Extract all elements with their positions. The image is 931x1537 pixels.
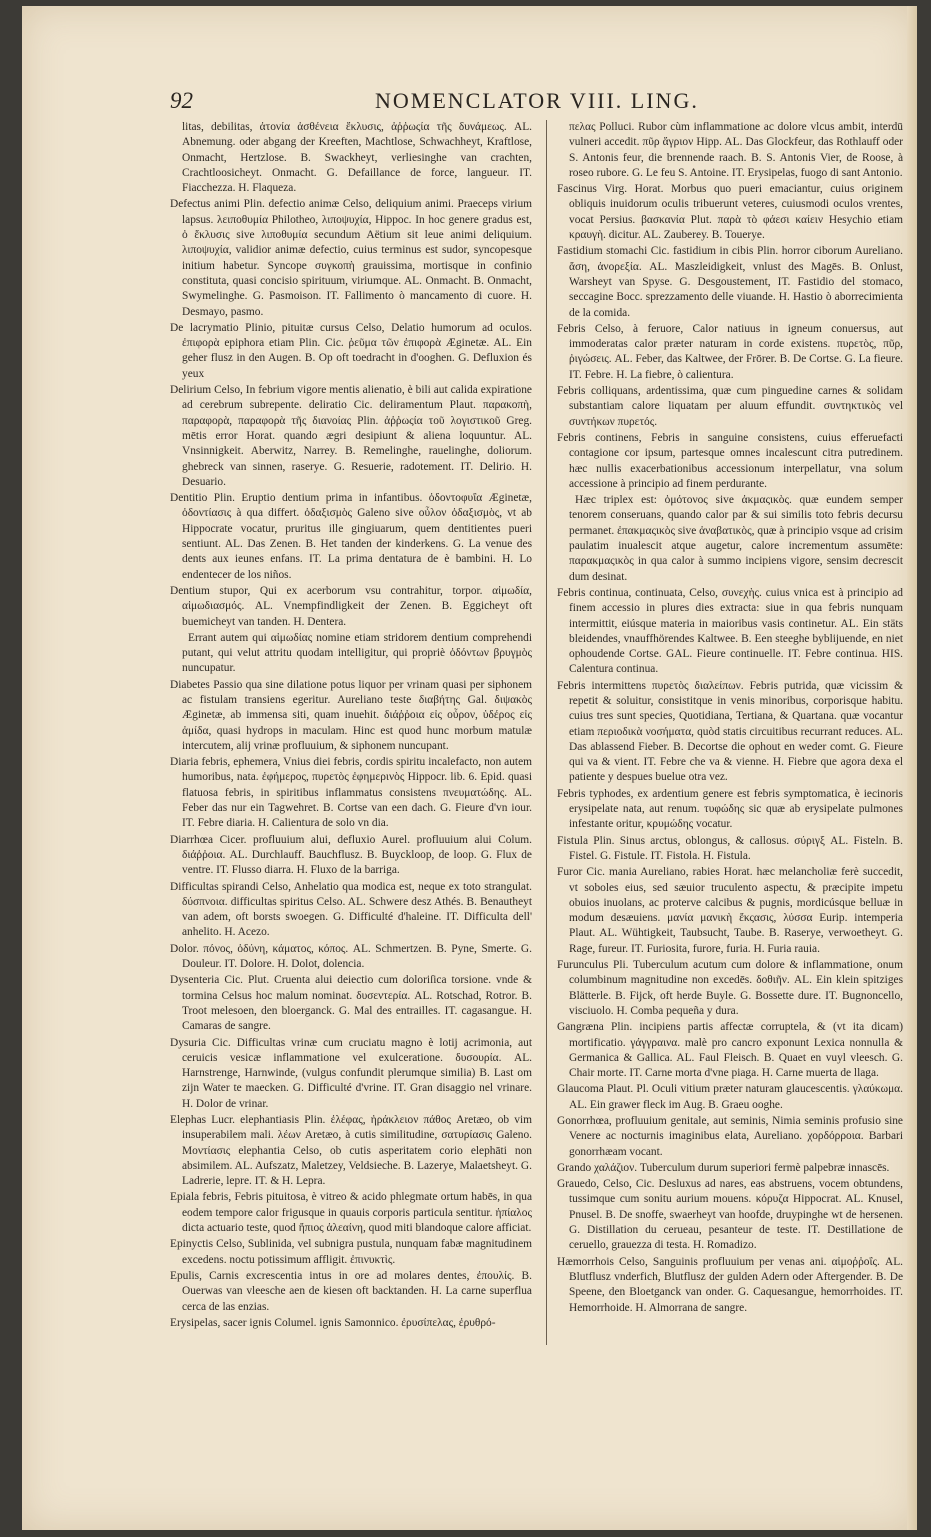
dictionary-entry: Furor Cic. mania Aureliano, rabies Horat. hæc melancholiæ ferè succedit, vt soboles eius, sed sæuior truculento aspectu, & præcipite impetu obuios inuolans, ac proterve calcibus & pugnis, mordicúsque belluæ in modum desæuiens. μανία μανικὴ ἔκςασις, λύσσα Eurip. intemperia Plaut. AL. Wühtigkeit, Taubsucht, Taube. B. Raserye, verwoetheyt. G. Rage, fureur. IT. Furiosita, furore, furia. H. Furia rauia. <box>557 866 903 955</box>
dictionary-entry: De lacrymatio Plinio, pituitæ cursus Celso, Delatio humorum ad oculos. ἐπιφορὰ epiphora etiam Plin. Cic. ῥεῦμα τῶν ἐπιφορὰ Æginetæ. AL. Ein geher flusz in den Augen. B. Op oft toedracht in d'ooghen. G. Defluxion és yeux <box>170 321 532 380</box>
running-title: NOMENCLATOR VIII. LING. <box>375 88 699 113</box>
dictionary-entry: Dolor. πόνος, ὀδύνη, κάματος, κόπος. AL. Schmertzen. B. Pyne, Smerte. G. Douleur. IT. Dolore. H. Dolot, dolencia. <box>170 942 532 971</box>
left-column <box>170 120 532 1340</box>
dictionary-entry: Elephas Lucr. elephantiasis Plin. ἐλέφας, ἡράκλειον πάθος Aretæo, ob vim insuperabilem mali. λέων Aretæo, à cutis similitudine, σατυρίασις Galeno. Μοντίασις elephantia Celso, ob cutis asperitatem corio elephāti non absimilem. AL. Aufszatz, Maletzey, Veldsieche. B. Lazerye, Malaetsheyt. G. Ladrerie, lepre. IT. & H. Lepra. <box>170 1114 532 1188</box>
dictionary-entry: Difficultas spirandi Celso, Anhelatio qua modica est, neque ex toto strangulat. δύσπνοια. difficultas spiritus Celso. AL. Schwere desz Athés. B. Benautheyt van adem, oft borsts swoegen. G. Difficulté d'haleine. IT. Difficulta dell' anhelito. H. Acezo. <box>170 880 532 939</box>
dictionary-entry: πελας Polluci. Rubor cùm inflammatione ac dolore vlcus ambit, interdū vulneri accedit. πῦρ ἄγριον Hipp. AL. Das Glockfeur, das Rothlauff oder S. Antonis feur, die brennende raach. B. S. Antonis Vier, de Roose, à roseo rubore. G. Le feu S. Antoine. IT. Erysipelas, fuogo di sant Antonio. <box>569 121 903 179</box>
dictionary-entry: Errant autem qui αἱμωδίας nomine etiam stridorem dentium comprehendi putant, qui velut attritu quodam intelligitur, qui propriè ὀδόντων βρυγμὸς nuncupatur. <box>182 631 532 675</box>
column-divider <box>546 120 547 1345</box>
dictionary-entry: Febris continua, continuata, Celso, συνεχὴς. cuius vnica est à principio ad finem accessio in plures dies extracta: siue in qua febris nunquam intermittit, eiúsque materia in maioribus vasis continetur. AL. Ein stäts bleidendes, vnauffhörendes Kaltwee. B. Een steeghe byblijuende, en niet ophoudende Cortse. GAL. Fieure continuelle. IT. Febre continua. HIS. Calentura continua. <box>557 586 903 676</box>
dictionary-entry: Febris Celso, à feruore, Calor natiuus in igneum conuersus, aut immoderatas calor præter naturam in corde existens. πυρετὸς, πῦρ, ῥιγώσεις. AL. Feber, das Kaltwee, der Frōrer. B. De Cortse. G. La fieure. IT. Febre. H. La fiebre, ò calientura. <box>557 322 903 381</box>
dictionary-entry: Febris typhodes, ex ardentium genere est febris symptomatica, è iecinoris erysipelate nata, aut renum. τυφώδης sic quæ ab erysipelate pulmones infestante oritur, κρυμώδης vocatur. <box>557 787 903 831</box>
dictionary-entry: Diarrhœa Cicer. profluuium alui, defluxio Aurel. profluuium alui Colum. διάῤῥοια. AL. Durchlauff. Bauchflusz. B. Buyckloop, de loop. G. Flux de ventre. IT. Flusso diarra. H. Fluxo de la barriga. <box>170 833 532 877</box>
right-column <box>557 120 903 1360</box>
dictionary-entry: Epulis, Carnis excrescentia intus in ore ad molares dentes, ἐπουλίς. B. Ouerwas van vleesche aen de kiesen oft backtanden. H. La carne superflua cerca de las enzias. <box>170 1269 532 1313</box>
page-header <box>170 88 730 118</box>
dictionary-entry: Delirium Celso, In febrium vigore mentis alienatio, è bili aut calida expiratione ad cerebrum subrepente. deliratio Cic. deliramentum Plaut. παρακοπὴ, παραφορὰ, παραφορὰ τῆς διανοίας Plin. ἀῤῥωςία τοῦ λογιστικοῦ Greg. mētis error Horat. quando ægri desipiunt & aliena loquuntur. AL. Vnsinnigkeit. Aberwitz, Narrey. B. Remelinghe, rauelinghe, doliorum. ghebreck van sinnen, raserye. G. Resuerie, radotement. IT. Delirio. H. Desuario. <box>170 384 532 488</box>
page-number: 92 <box>170 88 193 113</box>
dictionary-entry: Grauedo, Celso, Cic. Desluxus ad nares, eas abstruens, vocem obtundens, tussimque cum sonitu aurium mouens. κόρυζα Hippocrat. AL. Knusel, Pnusel. B. De snoffe, swaerheyt van hoofde, druypinghe wt de hersenen. G. Distillation du cerueau, pesanteur de teste. IT. Destillatione de ceruello, grauezza di testa. H. Romadizo. <box>557 1178 903 1252</box>
dictionary-entry: litas, debilitas, ἀτονία ἀσθένεια ἔκλυσις, ἀῤῥωςία τῆς δυνάμεως. AL. Abnemung. oder abgang der Kreeften, Machtlose, Schwachheyt, Kraftlose, Onmacht, Hertzlose. B. Swackheyt, verliesinghe van crachten, Crachtloosicheyt. Onmacht. G. Defaillance de force, langueur. IT. Fiacchezza. H. Flaqueza. <box>182 121 532 195</box>
dictionary-entry: Fascinus Virg. Horat. Morbus quo pueri emaciantur, cuius originem obliquis inuidorum oculis tribuerunt veteres, cuiusmodi oculos vrentes, vocat Persius. βασκανία Plut. παρὰ τὸ φάεσι καίειν Hesychio etiam κραυγὴ. dicitur. AL. Zauberey. B. Touerye. <box>557 183 903 242</box>
dictionary-entry: Diaria febris, ephemera, Vnius diei febris, cordis spiritu incalefacto, non autem humoribus, nata. ἐφήμερος, πυρετὸς ἐφημερινὸς Hippocr. lib. 6. Epid. quasi flatuosa febris, in spiritibus inflammatus consistens πνευματώδης. AL. Feber das nur ein Tagwehret. B. Cortse van een dach. G. Fieure d'vn iour. IT. Febre diaria. H. Calientura de solo vn dia. <box>170 756 532 830</box>
dictionary-entry: Febris intermittens πυρετὸς διαλείπων. Febris putrida, quæ vicissim & repetit & soluitur, consistitque in venis minoribus, corporisque habitu. cuius tres sunt species, Quotidiana, Tertiana, & Quartana. quæ vocantur etiam περιοδικὰ νοσήματα, quòd statis circuitibus recurrant reduces. AL. Das ablassend Fieber. B. Decortse die ophout en weder comt. G. Fieure qui va & vient. IT. Febre che va & vienne. H. Fiebre que agora dexa el patiente y despues buelue otra vez. <box>557 679 903 784</box>
dictionary-entry: Fistula Plin. Sinus arctus, oblongus, & callosus. σύριγξ AL. Fisteln. B. Fistel. G. Fistule. IT. Fistola. H. Fistula. <box>557 834 903 862</box>
dictionary-entry: Hæc triplex est: ὁμότονος sive ἀκμαςικὸς. quæ eundem semper tenorem conseruans, quando calor par & sui similis toto febris decursu permanet. ἐπακμαςικὸς sive ἀναβατικὸς, quæ à principio vsque ad crisim paulatim inualescit atque augetur, calore incrementum assumēte: παρακμαςικὸς in qua calor à summo incipiens vigore, sensim decrescit dum desinat. <box>569 494 903 583</box>
dictionary-entry: Gangræna Plin. incipiens partis affectæ corruptela, & (vt ita dicam) mortificatio. γάγγραινα. malè pro cancro exponunt Lexica nonnulla & Germanica & Gallica. AL. Faul Fleisch. B. Quaet en vuyl vleesch. G. Chair morte. IT. Carne morta d'vne piaga. H. Carne muerta de llaga. <box>557 1021 903 1080</box>
dictionary-entry: Erysipelas, sacer ignis Columel. ignis Samonnico. ἐρυσίπελας, ἐρυθρό- <box>170 1316 496 1329</box>
dictionary-entry: Grando χαλάζιον. Tuberculum durum superiori fermè palpebræ innascēs. <box>557 1161 890 1174</box>
dictionary-entry: Febris continens, Febris in sanguine consistens, cuius efferuefacti contagione cor ipsum, partesque omnes incalescunt citra putredinem. hæc nullis exacerbationibus accessionum interpellatur, vna solum accessione à principio ad finem perdurante. <box>557 431 903 490</box>
dictionary-entry: Diabetes Passio qua sine dilatione potus liquor per vrinam quasi per siphonem ac fistulam transiens egeritur. Aureliano teste διαβήτης Gal. διψακὸς Æginetæ, ab immensa siti, quam inuehit. διάῤῥοια εἰς οὖρον, ὑδέρος εἰς ἀμίδα, quasi hydrops in maculam. Hinc est quod hunc morbum matulæ intercutem, alij vrinæ profluuium, & siphonem nuncupant. <box>170 678 532 752</box>
dictionary-entry: Dysuria Cic. Difficultas vrinæ cum cruciatu magno è lotij acrimonia, aut ceruicis vesicæ inflammatione vel exulceratione. δυσουρία. AL. Harnstrenge, Harnwinde, (vulgus confundit plerumque similia) B. Last om zijn Water te maecken. G. Difficulté d'vrine. IT. Gran disaggio nel vrinare. H. Dolor de vrinar. <box>170 1036 532 1110</box>
dictionary-entry: Fastidium stomachi Cic. fastidium in cibis Plin. horror ciborum Aureliano. ἄση, ἀνορεξία. AL. Maszleidigkeit, vnlust des Magēs. B. Onlust, Warsheyt van Spyse. G. Desgoustement, IT. Fastidio del stomaco, seccagine Bocc. sprezzamento delle viuande. H. Hastio ò aborrecimienta de la comida. <box>557 245 903 319</box>
dictionary-entry: Febris colliquans, ardentissima, quæ cum pinguedine carnes & solidam substantiam calore liquatam per aluum effundit. συντηκτικὸς vel συντήκων πυρετός. <box>557 385 903 428</box>
dictionary-entry: Dentitio Plin. Eruptio dentium prima in infantibus. ὀδοντοφυΐα Æginetæ, ὀδοντίασις à qua differt. ὀδαξισμὸς Galeno sive οὖλον ὀδαξισμὸς, vt ab Hippocrate vocatur, pruritus ille gingiuarum, quem dentitientes pueri sentiunt. AL. Das Zenen. B. Het tanden der kinderkens. G. La venue des dents aux ieunes enfans. IT. La prima dentatura de è bambini. H. Lo endentecer de los niños. <box>170 492 532 581</box>
dictionary-entry: Gonorrhœa, profluuium genitale, aut seminis, Nimia seminis profusio sine Venere ac nocturnis imaginibus elata, Aureliano. χορδόρροια. Barbari gonorrhæam vocant. <box>557 1115 903 1158</box>
book-page <box>22 6 917 1530</box>
dictionary-entry: Hæmorrhois Celso, Sanguinis profluuium per venas ani. αἱμοῤῥοΐς. AL. Blutflusz vnderfich, Blutflusz der gulden Adern oder Aftergender. B. De Speene, den Bloetganck van onder. G. Caquesangue, hemorrhoides. IT. Hemorrhoide. H. Almorrana de sangre. <box>557 1255 903 1314</box>
page-edge <box>907 6 917 1530</box>
dictionary-entry: Dysenteria Cic. Plut. Cruenta alui deiectio cum doloriſica torsione. vnde & tormina Celsus hoc malum nominat. δυσεντερία. AL. Rotschad, Rotror. B. Troot melesoen, den bloerganck. G. Mal des entrailles. IT. cagasangue. H. Camaras de sangre. <box>170 974 532 1033</box>
dictionary-entry: Defectus animi Plin. defectio animæ Celso, deliquium animi. Praeceps virium lapsus. λειποθυμία Philotheo, λιποψυχία, Hippoc. In hoc genere gradus est, ὁ ἔκλυσις sive λιποθυμία secundum Aëtium sit leue animi deliquium. λιποψυχία, validior animæ defectio, cuius terminus est sudor, syncopesque initium habetur. Syncope συγκοπὴ grauissima, mortisque in confinio constituta, quasi concisio spirituum, viriumque. AL. Onmacht. B. Onmacht, Swymelinghe. G. Pasmoison. IT. Fallimento ò mancamento di cuore. H. Desmayo, pasmo. <box>170 198 532 318</box>
dictionary-entry: Furunculus Pli. Tuberculum acutum cum dolore & inflammatione, onum columbinum magnitudine non excedēs. δοθιῆν. AL. Ein klein spitziges Blätterle. B. Fijck, oft herde Buyle. G. Bossette dure. IT. Bugnoncello, visciuolo. H. Comba pequeña y dura. <box>557 959 903 1017</box>
dictionary-entry: Epinyctis Celso, Sublinida, vel subnigra pustula, nunquam fabæ magnitudinem excedens. noctu potissimum affligit. ἐπινυκτὶς. <box>170 1238 532 1266</box>
dictionary-entry: Dentium stupor, Qui ex acerborum vsu contrahitur, torpor. αἱμωδία, αἱμωδιασμός. AL. Vnempfindligkeit der Zenen. B. Eggicheyt oft buemicheyt van tanden. H. Dentera. <box>170 584 532 628</box>
dictionary-entry: Epiala febris, Febris pituitosa, è vitreo & acido phlegmate ortum habēs, in qua eodem tempore calor frigusque in quauis corporis particula sentitur. ἠπίαλος dicta actuario teste, quod ἤπιος ἀλεαίνη, quod miti blandoque calore afficiat. <box>170 1191 532 1235</box>
dictionary-entry: Glaucoma Plaut. Pl. Oculi vitium præter naturam glaucescentis. γλαύκωμα. AL. Ein grawer fleck im Aug. B. Graeu ooghe. <box>557 1083 903 1111</box>
